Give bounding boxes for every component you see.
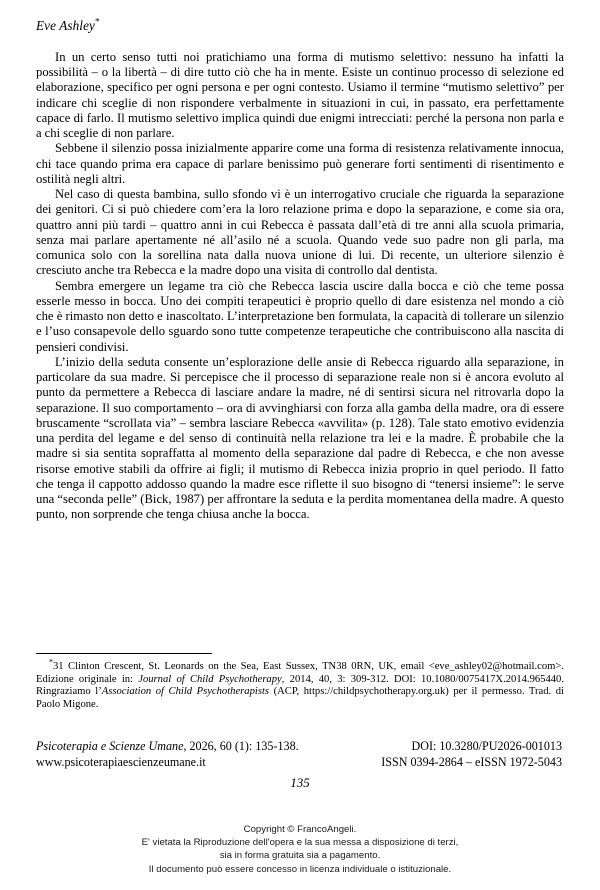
journal-citation-row — [36, 738, 564, 754]
article-content — [36, 18, 564, 523]
author-name: Eve Ashley — [36, 18, 95, 33]
copyright-line-1: Copyright © FrancoAngeli. — [243, 824, 357, 835]
journal-issue: , 2026, 60 (1): 135-138. — [183, 739, 299, 753]
journal-doi: DOI: 10.3280/PU2026-001013 — [411, 739, 562, 753]
paragraph: L’inizio della seduta consente un’esplorazione delle ansie di Rebecca riguardo alla separazione, in particolare da sua madre. Si percepisce che il processo di separazione reale non si è ancora evoluto al punto da permettere a Rebecca di lasciare andare la madre, né di sentirsi sicura nel ritrovarla dopo la separazione. Il suo comportamento – ora di avvinghiarsi con forza alla gamba della madre, ora di essere bruscamente “scrollata via” – sembra lasciare Rebecca «avvilita» (p. 128). Tale stato emotivo evidenzia una perdita del legame e del senso di continuità nella relazione tra lei e la madre. È probabile che la madre si sia sentita sopraffatta al momento della separazione dal padre di Rebecca, e che non avesse risorse emotive stabili da offrire ai figli; il mutismo di Rebecca inizia proprio in quel periodo. Il fatto che tenga il cappotto addosso quando la madre esce riflette il suo bisogno di “tenersi insieme”: le serve una “seconda pelle” (Bick, 1987) per affrontare la seduta e la perdita momentanea della madre. A questo punto, non sorprende che tenga chiusa anche la bocca. — [36, 354, 564, 522]
copyright-line-2: E' vietata la Riproduzione dell'opera e la sua messa a disposizione di terzi, — [141, 837, 459, 849]
journal-website-row — [36, 754, 564, 770]
footnote-part-two: , 2014, 40, 3: 309-312. DOI: 10.1080/0075417X.2014.965440. Ringraziamo l’ — [36, 673, 564, 698]
journal-website[interactable]: www.psicoterapiaescienzeumane.it — [36, 755, 206, 769]
paragraph: Sebbene il silenzio possa inizialmente apparire come una forma di resistenza relativamente innocua, chi tace quando prima era capace di parlare benissimo può generare forti sentimenti di risentimento e ostilità negli altri. — [36, 141, 564, 186]
footnote-part-one: 31 Clinton Crescent, St. Leonards on the Sea, East Sussex, TN38 0RN, UK, email <eve_ashley02@hotmail.com>. Edizione originale in: — [36, 661, 564, 685]
paragraph: In un certo senso tutti noi pratichiamo una forma di mutismo selettivo: nessuno ha infatti la possibilità – o la libertà – di dire tutto ciò che ha in mente. Esiste un continuo processo di selezione ed elaborazione, specifico per ogni persona e per ogni contesto. Usiamo il termine “mutismo selettivo” per indicare chi sceglie di non rispondere verbalmente in situazioni in cui, in passato, era perfettamente capace di farlo. Il mutismo selettivo implica quindi due enigmi intrecciati: perché la persona non parla e a chi sceglie di non parlare. — [36, 49, 564, 141]
footnote-marker-asterisk: * — [94, 16, 100, 27]
copyright-footer — [0, 823, 600, 876]
paragraph: Nel caso di questa bambina, sullo sfondo vi è un interrogativo cruciale che riguarda la separazione dei genitori. Ci si può chiedere com’era la loro relazione prima e dopo la separazione, e come sia ora, quattro anni più tardi – quattro anni in cui Rebecca è passata dall’età di tre anni alla scuola primaria, senza mai parlare apertamente né all’asilo né a scuola. Quando vede suo padre non gli parla, ma comunica solo con la sorellina nata dalla nuova unione di lui. Di recente, un ulteriore silenzio è cresciuto anche tra Rebecca e la madre dopo una visita di controllo dal dentista. — [36, 187, 564, 278]
journal-issn: ISSN 0394-2864 – eISSN 1972-5043 — [381, 755, 562, 769]
footnote-journal-title: Journal of Child Psychotherapy — [138, 673, 282, 685]
footnote-part-three: (ACP, https://childpsychotherapy.org.uk) per il permesso. Trad. di Paolo Migone. — [36, 686, 564, 711]
page-number: 135 — [290, 775, 310, 790]
footnote-text — [36, 657, 564, 712]
journal-citation-block — [36, 738, 564, 770]
copyright-line-3: sia in forma gratuita sia a pagamento. — [219, 850, 381, 862]
body-text — [36, 50, 564, 523]
copyright-line-4: Il documento può essere concesso in licenza individuale o istituzionale. — [148, 863, 452, 875]
footnote-section — [36, 653, 564, 712]
journal-name-and-issue — [36, 738, 299, 754]
footnote-separator-rule — [36, 653, 212, 654]
paragraph: Sembra emergere un legame tra ciò che Rebecca lascia uscire dalla bocca e ciò che teme possa esserle messo in bocca. Uno dei compiti terapeutici è proprio quello di dare esistenza nel mondo a ciò che è rimasto non detto e inascoltato. L’interpretazione ben formulata, la capacità di tollerare un silenzio e l’uso consapevole dello sguardo sono tutte competenze terapeutiche che contribuiscono alla nascita di pensieri condivisi. — [36, 278, 564, 354]
footnote-marker-asterisk: * — [49, 657, 53, 667]
journal-name: Psicoterapia e Scienze Umane — [36, 739, 184, 753]
footnote-association-name: Association of Child Psychotherapists — [101, 686, 270, 698]
author-byline — [36, 18, 564, 34]
